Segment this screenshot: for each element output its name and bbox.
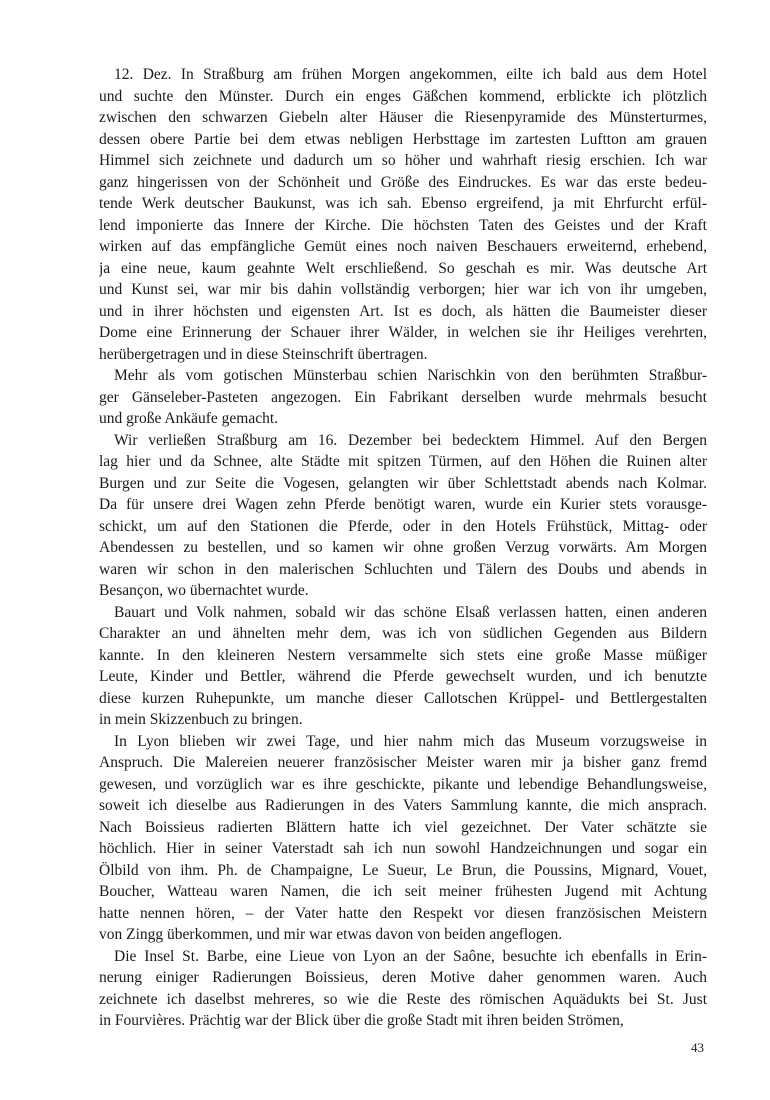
text-line: 12. Dez. In Straßburg am frühen Morgen angekommen, eilte ich bald aus dem Hotel [114, 66, 707, 83]
text-line: Nach Boissieus radierten Blättern hatte ich viel gezeichnet. Der Vater schätzte sie [99, 818, 707, 836]
text-line: Burgen und zur Seite die Vogesen, gelangten wir über Schlettstadt abends nach Kolmar. [99, 474, 707, 492]
text-line: dessen obere Partie bei dem etwas nebligen Herbsttage im zartesten Luftton am grauen [99, 130, 707, 148]
text-line: Abendessen zu bestellen, und so kamen wir ohne großen Verzug vorwärts. Am Morgen [99, 539, 707, 556]
text-line: wirken auf das empfängliche Gemüt eines noch naiven Beschauers erweiternd, erhebend, [99, 238, 707, 255]
page-text [99, 64, 707, 1032]
text-line: und suchte den Münster. Durch ein enges Gäßchen kommend, erblickte ich plötzlich [99, 87, 707, 105]
text-line: nerung einiger Radierungen Boissieus, deren Motive daher genommen waren. Auch [99, 969, 707, 986]
text-line: und Kunst sei, war mir bis dahin vollständig verborgen; hier war ich von ihr umgeben, [99, 281, 707, 298]
paragraph [99, 731, 707, 946]
text-line: In Lyon blieben wir zwei Tage, und hier nahm mich das Museum vorzugsweise in [114, 732, 707, 750]
paragraph [99, 946, 707, 1032]
text-line: kannte. In den kleineren Nestern versammelte sich stets eine große Masse müßiger [99, 646, 707, 664]
text-line: Himmel sich zeichnete und dadurch um so höher und wahrhaft riesig erschien. Ich war [99, 152, 707, 169]
text-line: zeichnete ich daselbst mehreres, so wie die Reste des römischen Aquädukts bei St. Just [99, 990, 707, 1008]
text-line: tende Werk deutscher Baukunst, was ich sah. Ebenso ergreifend, ja mit Ehrfurcht erfül- [99, 195, 707, 212]
text-line: Ölbild von ihm. Ph. de Champaigne, Le Sueur, Le Brun, die Poussins, Mignard, Vouet, [99, 861, 707, 879]
text-line: waren wir schon in den malerischen Schluchten und Tälern des Doubs und abends in [99, 560, 707, 578]
text-line: höchlich. Hier in seiner Vaterstadt sah ich nun sowohl Handzeichnungen und sogar ein [99, 840, 707, 857]
text-line: Mehr als vom gotischen Münsterbau schien Narischkin von den berühmten Straßbur- [114, 367, 707, 384]
text-line: und große Ankäufe gemacht. [99, 410, 279, 427]
text-line: schickt, um auf den Stationen die Pferde, oder in den Hotels Frühstück, Mittag- oder [99, 517, 707, 535]
text-line: ja eine neue, kaum geahnte Welt erschließend. So geschah es mir. Was deutsche Art [99, 259, 707, 277]
text-line: von Zingg überkommen, und mir war etwas davon von beiden angeflogen. [99, 926, 563, 943]
paragraph [99, 602, 707, 731]
text-line: Anspruch. Die Malereien neuerer französischer Meister waren mir ja bisher ganz fremd [99, 754, 707, 771]
text-line: ger Gänseleber-Pasteten angezogen. Ein Fabrikant derselben wurde mehrmals besucht [99, 388, 707, 406]
text-line: Besançon, wo übernachtet wurde. [99, 582, 309, 599]
text-line: Bauart und Volk nahmen, sobald wir das schöne Elsaß verlassen hatten, einen anderen [114, 603, 707, 621]
page-number: 43 [691, 1040, 704, 1055]
text-line: Die Insel St. Barbe, eine Lieue von Lyon an der Saône, besuchte ich ebenfalls in Erin- [114, 947, 707, 965]
text-line: Dome eine Erinnerung der Schauer ihrer Wälder, in welchen sie ihr Heiliges verehrten, [99, 324, 707, 341]
text-line: Leute, Kinder und Bettler, während die Pferde gewechselt wurden, und ich benutzte [99, 668, 707, 685]
text-line: Boucher, Watteau waren Namen, die ich seit meiner frühesten Jugend mit Achtung [99, 883, 707, 900]
text-line: ganz hingerissen von der Schönheit und Größe des Eindruckes. Es war das erste bedeu- [99, 173, 707, 191]
text-line: lag hier und da Schnee, alte Städte mit spitzen Türmen, auf den Höhen die Ruinen alter [99, 453, 707, 470]
text-line: Da für unsere drei Wagen zehn Pferde benötigt waren, wurde ein Kurier stets vorausge- [99, 496, 707, 513]
text-line: lend imponierte das Innere der Kirche. Die höchsten Taten des Geistes und der Kraft [99, 216, 707, 234]
paragraph [99, 64, 707, 365]
text-line: hatte nennen hören, – der Vater hatte den Respekt vor diesen französischen Meistern [99, 904, 707, 922]
paragraph [99, 365, 707, 430]
text-line: zwischen den schwarzen Giebeln alter Häuser die Riesenpyramide des Münsterturmes, [99, 109, 707, 126]
text-line: in mein Skizzenbuch zu bringen. [99, 711, 303, 728]
text-line: Wir verließen Straßburg am 16. Dezember bei bedecktem Himmel. Auf den Bergen [114, 431, 707, 449]
text-line: in Fourvières. Prächtig war der Blick über die große Stadt mit ihren beiden Strömen, [99, 1012, 624, 1029]
paragraph [99, 430, 707, 602]
text-line: herübergetragen und in diese Steinschrift übertragen. [99, 345, 428, 363]
text-line: gewesen, und vorzüglich war es ihre geschickte, pikante und lebendige Behandlungsweise, [99, 775, 707, 793]
text-line: diese kurzen Ruhepunkte, um manche dieser Callotschen Krüppel- und Bettlergestalten [99, 689, 707, 707]
text-line: und in ihrer höchsten und eigensten Art. Ist es doch, als hätten die Baumeister dieser [99, 302, 707, 320]
text-line: soweit ich dieselbe aus Radierungen in des Vaters Sammlung kannte, die mich ansprach. [99, 797, 707, 814]
text-line: Charakter an und ähnelten mehr dem, was ich von südlichen Gegenden aus Bildern [99, 625, 707, 642]
